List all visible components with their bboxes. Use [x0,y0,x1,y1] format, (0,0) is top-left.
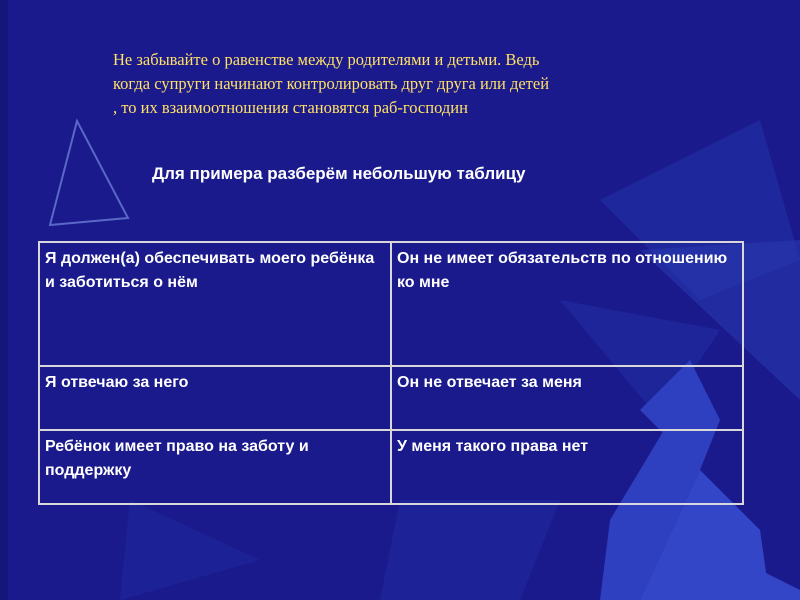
intro-line-2: когда супруги начинают контролировать друг друга или детей [113,74,550,93]
table-cell-right: Он не имеет обязательств по отношению ко мне [391,242,743,366]
table-cell-right: Он не отвечает за меня [391,366,743,430]
triangle-outline-decor [50,121,128,225]
tangram-shape-decor [120,500,260,600]
subtitle: Для примера разберём небольшую таблицу [152,164,526,183]
table-row [39,430,743,504]
left-strip-decor [0,0,8,600]
intro-line-1: Не забывайте о равенстве между родителями и детьми. Ведь [113,50,540,69]
comparison-table [38,241,744,505]
table-cell-left: Ребёнок имеет право на заботу и поддержку [39,430,391,504]
table-cell-left: Я должен(а) обеспечивать моего ребёнка и заботиться о нём [39,242,391,366]
table-row [39,242,743,366]
table-cell-left: Я отвечаю за него [39,366,391,430]
intro-line-3: , то их взаимоотношения становятся раб-господин [113,98,468,117]
intro-text [113,48,753,120]
table-cell-right: У меня такого права нет [391,430,743,504]
tangram-shape-decor [380,500,560,600]
table-row [39,366,743,430]
